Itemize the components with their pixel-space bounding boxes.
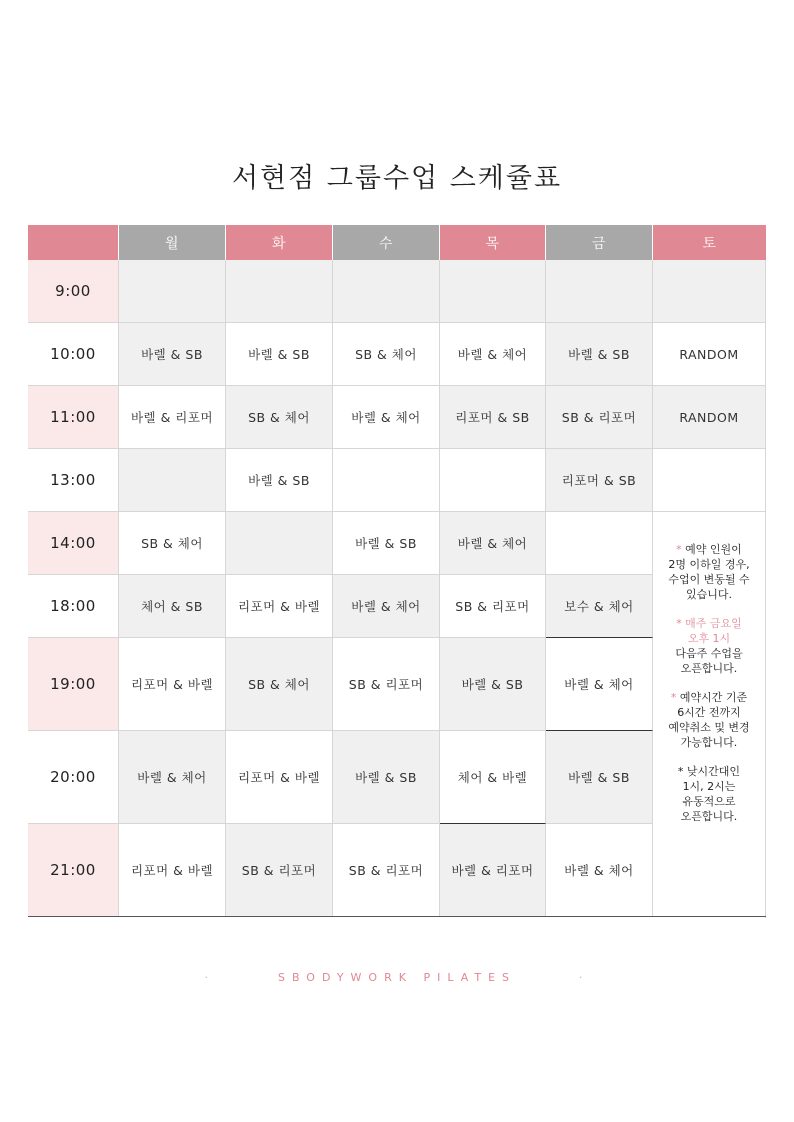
slot-wed-9 bbox=[333, 260, 440, 323]
slot-sat-11: RANDOM bbox=[653, 386, 766, 449]
note-line: 오픈합니다. bbox=[680, 810, 738, 823]
header-day-thu: 목 bbox=[440, 225, 546, 260]
slot-thu-9 bbox=[440, 260, 546, 323]
slot-tue-14 bbox=[226, 512, 333, 575]
note-line: 있습니다. bbox=[685, 588, 732, 601]
footer-dot: · bbox=[579, 971, 590, 984]
slot-tue-9 bbox=[226, 260, 333, 323]
slot-wed-10: SB & 체어 bbox=[333, 323, 440, 386]
slot-sat-9 bbox=[653, 260, 766, 323]
slot-fri-13: 리포머 & SB bbox=[546, 449, 653, 512]
slot-sat-10: RANDOM bbox=[653, 323, 766, 386]
slot-mon-19: 리포머 & 바렐 bbox=[119, 638, 226, 731]
slot-fri-10: 바렐 & SB bbox=[546, 323, 653, 386]
header-day-wed: 수 bbox=[333, 225, 440, 260]
time-21: 21:00 bbox=[28, 824, 119, 917]
note-line: 오픈합니다. bbox=[680, 662, 738, 675]
slot-wed-11: 바렐 & 체어 bbox=[333, 386, 440, 449]
slot-tue-19: SB & 체어 bbox=[226, 638, 333, 731]
slot-mon-20: 바렐 & 체어 bbox=[119, 731, 226, 824]
slot-fri-11: SB & 리포머 bbox=[546, 386, 653, 449]
slot-fri-18: 보수 & 체어 bbox=[546, 575, 653, 638]
note-line: 6시간 전까지 bbox=[677, 706, 741, 719]
slot-tue-11: SB & 체어 bbox=[226, 386, 333, 449]
footer-brand bbox=[0, 971, 794, 984]
slot-sat-13 bbox=[653, 449, 766, 512]
note-line: 유동적으로 bbox=[682, 795, 736, 808]
note-daytime-classes bbox=[653, 764, 765, 824]
header-day-fri: 금 bbox=[546, 225, 653, 260]
slot-wed-18: 바렐 & 체어 bbox=[333, 575, 440, 638]
slot-fri-14 bbox=[546, 512, 653, 575]
time-11: 11:00 bbox=[28, 386, 119, 449]
slot-wed-14: 바렐 & SB bbox=[333, 512, 440, 575]
note-line: 수업이 변동될 수 bbox=[668, 573, 750, 586]
slot-mon-9 bbox=[119, 260, 226, 323]
slot-mon-21: 리포머 & 바렐 bbox=[119, 824, 226, 917]
slot-mon-18: 체어 & SB bbox=[119, 575, 226, 638]
note-line: 예약 인원이 bbox=[685, 543, 742, 556]
note-line: 1시, 2시는 bbox=[682, 780, 736, 793]
header-day-tue: 화 bbox=[226, 225, 333, 260]
slot-thu-21: 바렐 & 리포머 bbox=[440, 824, 546, 917]
slot-mon-13 bbox=[119, 449, 226, 512]
slot-wed-19: SB & 리포머 bbox=[333, 638, 440, 731]
note-star-marker: * bbox=[670, 691, 677, 704]
slot-fri-21: 바렐 & 체어 bbox=[546, 824, 653, 917]
note-star-marker: * bbox=[676, 543, 682, 556]
time-14: 14:00 bbox=[28, 512, 119, 575]
footer-dot: · bbox=[204, 971, 215, 984]
notes-panel bbox=[653, 512, 766, 918]
schedule-table bbox=[28, 225, 766, 917]
slot-thu-14: 바렐 & 체어 bbox=[440, 512, 546, 575]
slot-mon-10: 바렐 & SB bbox=[119, 323, 226, 386]
slot-wed-13 bbox=[333, 449, 440, 512]
note-weekly-open bbox=[653, 616, 765, 676]
slot-fri-19: 바렐 & 체어 bbox=[546, 638, 653, 731]
time-18: 18:00 bbox=[28, 575, 119, 638]
header-day-sat: 토 bbox=[653, 225, 766, 260]
time-9: 9:00 bbox=[28, 260, 119, 323]
slot-tue-10: 바렐 & SB bbox=[226, 323, 333, 386]
time-13: 13:00 bbox=[28, 449, 119, 512]
slot-tue-20: 리포머 & 바렐 bbox=[226, 731, 333, 824]
slot-mon-11: 바렐 & 리포머 bbox=[119, 386, 226, 449]
note-line: * 낮시간대인 bbox=[677, 765, 741, 778]
slot-mon-14: SB & 체어 bbox=[119, 512, 226, 575]
slot-wed-21: SB & 리포머 bbox=[333, 824, 440, 917]
note-line: 예약취소 및 변경 bbox=[668, 721, 750, 734]
slot-thu-20: 체어 & 바렐 bbox=[440, 731, 546, 824]
time-10: 10:00 bbox=[28, 323, 119, 386]
time-19: 19:00 bbox=[28, 638, 119, 731]
time-20: 20:00 bbox=[28, 731, 119, 824]
slot-thu-11: 리포머 & SB bbox=[440, 386, 546, 449]
slot-thu-13 bbox=[440, 449, 546, 512]
slot-wed-20: 바렐 & SB bbox=[333, 731, 440, 824]
slot-fri-20: 바렐 & SB bbox=[546, 731, 653, 824]
note-highlight-line: * 매주 금요일 bbox=[676, 617, 742, 630]
note-line: 가능합니다. bbox=[680, 736, 738, 749]
header-day-mon: 월 bbox=[119, 225, 226, 260]
header-corner bbox=[28, 225, 119, 260]
note-line: 예약시간 기준 bbox=[679, 691, 748, 704]
slot-thu-10: 바렐 & 체어 bbox=[440, 323, 546, 386]
note-cancellation bbox=[653, 690, 765, 750]
brand-name: SBODYWORK PILATES bbox=[277, 971, 517, 984]
note-line: 다음주 수업을 bbox=[675, 647, 743, 660]
table-bottom-border bbox=[28, 916, 766, 917]
slot-thu-18: SB & 리포머 bbox=[440, 575, 546, 638]
slot-thu-19: 바렐 & SB bbox=[440, 638, 546, 731]
note-minimum-attendance bbox=[653, 542, 765, 602]
slot-tue-18: 리포머 & 바렐 bbox=[226, 575, 333, 638]
page-title: 서현점 그룹수업 스케쥴표 bbox=[231, 163, 563, 194]
slot-tue-13: 바렐 & SB bbox=[226, 449, 333, 512]
slot-fri-9 bbox=[546, 260, 653, 323]
slot-tue-21: SB & 리포머 bbox=[226, 824, 333, 917]
note-line: 2명 이하일 경우, bbox=[668, 558, 750, 571]
note-highlight-line: 오후 1시 bbox=[687, 632, 731, 645]
